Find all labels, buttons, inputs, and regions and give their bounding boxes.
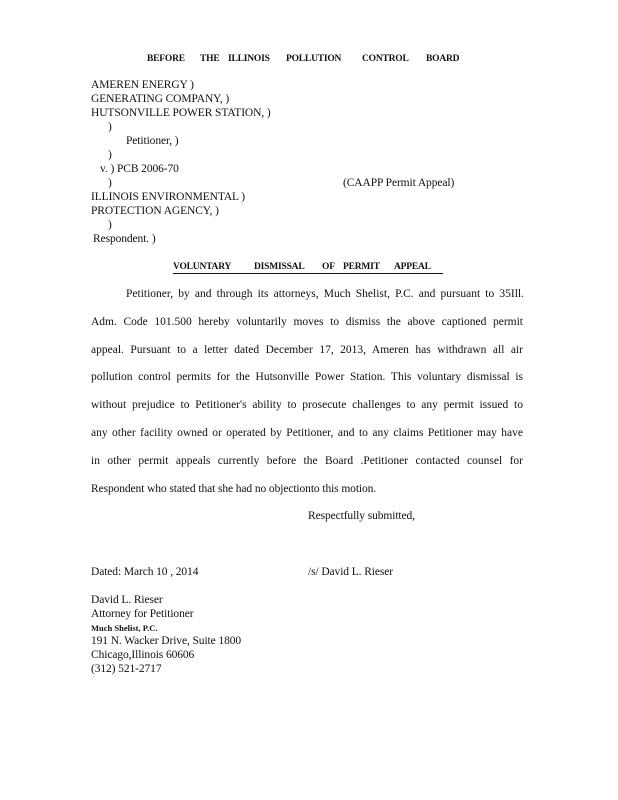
title-word: VOLUNTARY xyxy=(173,262,232,272)
caption-paren: ) xyxy=(108,149,112,161)
dated-line: Dated: March 10 , 2014 xyxy=(91,566,199,578)
header-word: BEFORE xyxy=(147,54,185,64)
body-line: Respondent who stated that she had no objectionto this motion. xyxy=(91,483,377,495)
header-word: CONTROL xyxy=(362,54,409,64)
caption-line: PROTECTION AGENCY, ) xyxy=(91,205,219,217)
body-line: in other permit appeals currently before the Board .Petitioner contacted counsel for xyxy=(91,455,523,467)
title-word: PERMIT xyxy=(343,262,380,272)
closing-text: Respectfully submitted, xyxy=(308,510,415,522)
versus-line: v. ) PCB 2006-70 xyxy=(100,163,179,175)
caption-line: GENERATING COMPANY, ) xyxy=(91,93,230,105)
caption-line: AMEREN ENERGY ) xyxy=(91,79,194,91)
caption-line: HUTSONVILLE POWER STATION, ) xyxy=(91,107,271,119)
appeal-type: (CAAPP Permit Appeal) xyxy=(343,177,455,189)
title-word: OF xyxy=(322,262,335,272)
caption-paren: ) xyxy=(108,177,112,189)
petitioner-label: Petitioner, ) xyxy=(126,135,179,147)
header-word: POLLUTION xyxy=(286,54,342,64)
title-word: APPEAL xyxy=(394,262,431,272)
body-line: pollution control permits for the Hutsonville Power Station. This voluntary dismissal is xyxy=(91,371,523,383)
body-line: any other facility owned or operated by Petitioner, and to any claims Petitioner may have xyxy=(91,427,523,439)
firm-name: Much Shelist, P.C. xyxy=(91,623,158,633)
body-line: appeal. Pursuant to a letter dated December 17, 2013, Ameren has withdrawn all air xyxy=(91,344,523,356)
body-line: Adm. Code 101.500 hereby voluntarily moves to dismiss the above captioned permit xyxy=(91,316,523,328)
header-word: THE xyxy=(200,54,220,64)
caption-paren: ) xyxy=(108,219,112,231)
body-line: without prejudice to Petitioner's ability to prosecute challenges to any permit issued to xyxy=(91,399,523,411)
title-underline xyxy=(173,273,443,274)
attorney-role: Attorney for Petitioner xyxy=(91,608,194,620)
header-word: BOARD xyxy=(426,54,460,64)
attorney-name: David L. Rieser xyxy=(91,594,163,606)
address-line: Chicago,Illinois 60606 xyxy=(91,649,195,661)
caption-paren: ) xyxy=(108,121,112,133)
body-line: Petitioner, by and through its attorneys, Much Shelist, P.C. and pursuant to 35Ill. xyxy=(126,288,524,300)
title-word: DISMISSAL xyxy=(254,262,305,272)
phone-number: (312) 521-2717 xyxy=(91,663,162,675)
signature-line: /s/ David L. Rieser xyxy=(308,566,393,578)
respondent-label: Respondent. ) xyxy=(93,233,156,245)
caption-line: ILLINOIS ENVIRONMENTAL ) xyxy=(91,191,246,203)
header-word: ILLINOIS xyxy=(228,54,270,64)
address-line: 191 N. Wacker Drive, Suite 1800 xyxy=(91,635,242,647)
